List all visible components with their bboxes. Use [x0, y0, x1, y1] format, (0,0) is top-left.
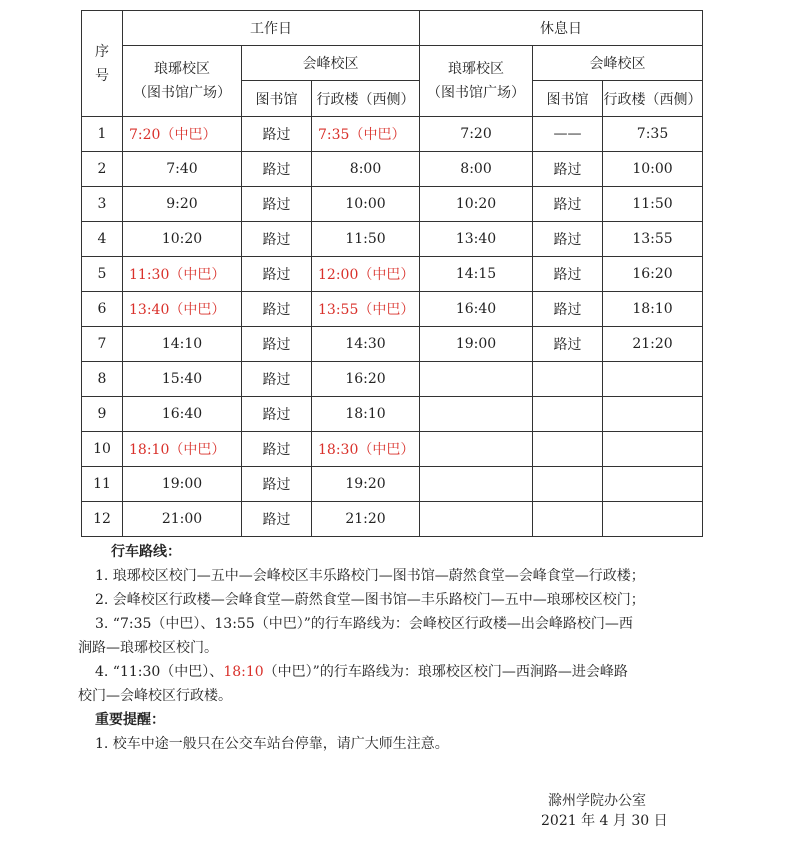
restday-langya-cell — [420, 467, 533, 502]
restday-admin-cell: 11:50 — [603, 187, 703, 222]
restday-admin-cell — [603, 397, 703, 432]
restday-library-cell — [533, 467, 603, 502]
restday-library-cell: 路过 — [533, 187, 603, 222]
restday-admin-cell: 10:00 — [603, 152, 703, 187]
workday-langya-cell: 16:40 — [123, 397, 242, 432]
route-3-line-2: 涧路—琅琊校区校门。 — [78, 640, 218, 656]
workday-library-cell: 路过 — [242, 152, 312, 187]
restday-huifeng-header: 会峰校区 — [533, 46, 703, 81]
workday-library-cell: 路过 — [242, 257, 312, 292]
langya-sublabel: （图书馆广场） — [427, 85, 526, 101]
table-row — [82, 397, 703, 432]
workday-admin-cell: 8:00 — [312, 152, 420, 187]
restday-langya-cell: 13:40 — [420, 222, 533, 257]
restday-admin-cell: 18:10 — [603, 292, 703, 327]
workday-admin-cell: 10:00 — [312, 187, 420, 222]
restday-langya-cell — [420, 432, 533, 467]
table-row — [82, 467, 703, 502]
workday-admin-cell: 13:55（中巴） — [312, 292, 420, 327]
workday-langya-cell: 18:10（中巴） — [123, 432, 242, 467]
restday-library-cell — [533, 397, 603, 432]
restday-library-cell: 路过 — [533, 222, 603, 257]
workday-langya-cell: 9:20 — [123, 187, 242, 222]
restday-admin-cell — [603, 432, 703, 467]
restday-library-cell: 路过 — [533, 327, 603, 362]
restday-langya-cell: 8:00 — [420, 152, 533, 187]
langya-sublabel: （图书馆广场） — [133, 85, 231, 101]
route-4-line-1 — [95, 660, 715, 684]
langya-label: 琅琊校区 — [448, 61, 505, 77]
workday-library-cell: 路过 — [242, 362, 312, 397]
workday-admin-cell: 18:30（中巴） — [312, 432, 420, 467]
workday-library-cell: 路过 — [242, 467, 312, 502]
seq-cell: 1 — [82, 117, 123, 152]
route-4-highlight: 18:10 — [223, 664, 264, 680]
route-title: 行车路线： — [111, 544, 181, 560]
workday-admin-cell: 16:20 — [312, 362, 420, 397]
workday-langya-cell: 13:40（中巴） — [123, 292, 242, 327]
restday-library-cell: 路过 — [533, 152, 603, 187]
workday-admin-cell: 19:20 — [312, 467, 420, 502]
seq-cell: 3 — [82, 187, 123, 222]
restday-admin-cell — [603, 362, 703, 397]
workday-library-cell: 路过 — [242, 432, 312, 467]
table-row — [82, 327, 703, 362]
restday-admin-cell: 16:20 — [603, 257, 703, 292]
restday-admin-cell: 13:55 — [603, 222, 703, 257]
workday-library-cell: 路过 — [242, 117, 312, 152]
workday-admin-cell: 18:10 — [312, 397, 420, 432]
route-2: 2. 会峰校区行政楼—会峰食堂—蔚然食堂—图书馆—丰乐路校门—五中—琅琊校区校门； — [95, 592, 645, 608]
bus-schedule-table — [81, 10, 703, 537]
reminder-title: 重要提醒： — [95, 712, 165, 728]
table-row — [82, 432, 703, 467]
workday-langya-cell: 21:00 — [123, 502, 242, 537]
workday-langya-cell: 7:20（中巴） — [123, 117, 242, 152]
workday-langya-cell: 14:10 — [123, 327, 242, 362]
restday-langya-cell — [420, 502, 533, 537]
workday-langya-cell: 15:40 — [123, 362, 242, 397]
table-row — [82, 152, 703, 187]
seq-cell: 2 — [82, 152, 123, 187]
workday-header: 工作日 — [123, 11, 420, 46]
seq-cell: 10 — [82, 432, 123, 467]
restday-langya-cell: 7:20 — [420, 117, 533, 152]
route-4-prefix: 4. “11:30（中巴）、 — [95, 664, 224, 680]
table-row — [82, 257, 703, 292]
workday-admin-cell: 7:35（中巴） — [312, 117, 420, 152]
restday-header: 休息日 — [420, 11, 703, 46]
workday-admin-cell: 21:20 — [312, 502, 420, 537]
restday-langya-cell — [420, 362, 533, 397]
restday-library-cell: 路过 — [533, 257, 603, 292]
workday-langya-cell: 7:40 — [123, 152, 242, 187]
seq-cell: 6 — [82, 292, 123, 327]
table-row — [82, 292, 703, 327]
seq-cell: 11 — [82, 467, 123, 502]
workday-library-cell: 路过 — [242, 327, 312, 362]
restday-langya-cell: 16:40 — [420, 292, 533, 327]
restday-library-cell: —— — [533, 117, 603, 152]
seq-cell: 12 — [82, 502, 123, 537]
restday-library-cell — [533, 362, 603, 397]
workday-admin-cell: 14:30 — [312, 327, 420, 362]
route-3-line-1: 3. “7:35（中巴）、13:55（中巴）”的行车路线为：会峰校区行政楼—出会峰路校门—西 — [95, 616, 633, 632]
signature-date: 2021 年 4 月 30 日 — [541, 813, 668, 829]
table-row — [82, 117, 703, 152]
workday-langya-cell: 19:00 — [123, 467, 242, 502]
seq-cell: 9 — [82, 397, 123, 432]
seq-header — [82, 11, 123, 117]
workday-library-cell: 路过 — [242, 397, 312, 432]
table-row — [82, 362, 703, 397]
restday-langya-cell: 19:00 — [420, 327, 533, 362]
restday-langya-cell — [420, 397, 533, 432]
restday-langya-cell: 10:20 — [420, 187, 533, 222]
workday-library-cell: 路过 — [242, 187, 312, 222]
table-row — [82, 187, 703, 222]
seq-cell: 7 — [82, 327, 123, 362]
restday-library-cell — [533, 432, 603, 467]
restday-admin-cell: 7:35 — [603, 117, 703, 152]
workday-huifeng-header: 会峰校区 — [242, 46, 420, 81]
route-1: 1. 琅琊校区校门—五中—会峰校区丰乐路校门—图书馆—蔚然食堂—会峰食堂—行政楼； — [95, 568, 645, 584]
notes-section — [78, 540, 715, 756]
langya-label: 琅琊校区 — [154, 61, 210, 77]
workday-langya-header — [123, 46, 242, 117]
restday-library-header: 图书馆 — [533, 81, 603, 117]
workday-library-cell: 路过 — [242, 502, 312, 537]
workday-langya-cell: 11:30（中巴） — [123, 257, 242, 292]
workday-langya-cell: 10:20 — [123, 222, 242, 257]
restday-admin-cell — [603, 502, 703, 537]
restday-langya-header — [420, 46, 533, 117]
restday-admin-header: 行政楼（西侧） — [603, 81, 703, 117]
restday-admin-cell: 21:20 — [603, 327, 703, 362]
restday-library-cell: 路过 — [533, 292, 603, 327]
restday-admin-cell — [603, 467, 703, 502]
workday-library-cell: 路过 — [242, 222, 312, 257]
seq-cell: 8 — [82, 362, 123, 397]
workday-admin-cell: 12:00（中巴） — [312, 257, 420, 292]
table-row — [82, 502, 703, 537]
signature-org: 滁州学院办公室 — [548, 793, 646, 809]
seq-cell: 4 — [82, 222, 123, 257]
reminder-1: 1. 校车中途一般只在公交车站台停靠，请广大师生注意。 — [95, 736, 449, 752]
seq-header-label: 序号 — [95, 43, 109, 84]
workday-library-cell: 路过 — [242, 292, 312, 327]
workday-admin-cell: 11:50 — [312, 222, 420, 257]
workday-library-header: 图书馆 — [242, 81, 312, 117]
route-4-line-2: 校门—会峰校区行政楼。 — [78, 688, 232, 704]
seq-cell: 5 — [82, 257, 123, 292]
table-row — [82, 222, 703, 257]
restday-library-cell — [533, 502, 603, 537]
restday-langya-cell: 14:15 — [420, 257, 533, 292]
route-4-suffix: （中巴）”的行车路线为：琅琊校区校门—西涧路—进会峰路 — [263, 664, 628, 680]
workday-admin-header: 行政楼（西侧） — [312, 81, 420, 117]
